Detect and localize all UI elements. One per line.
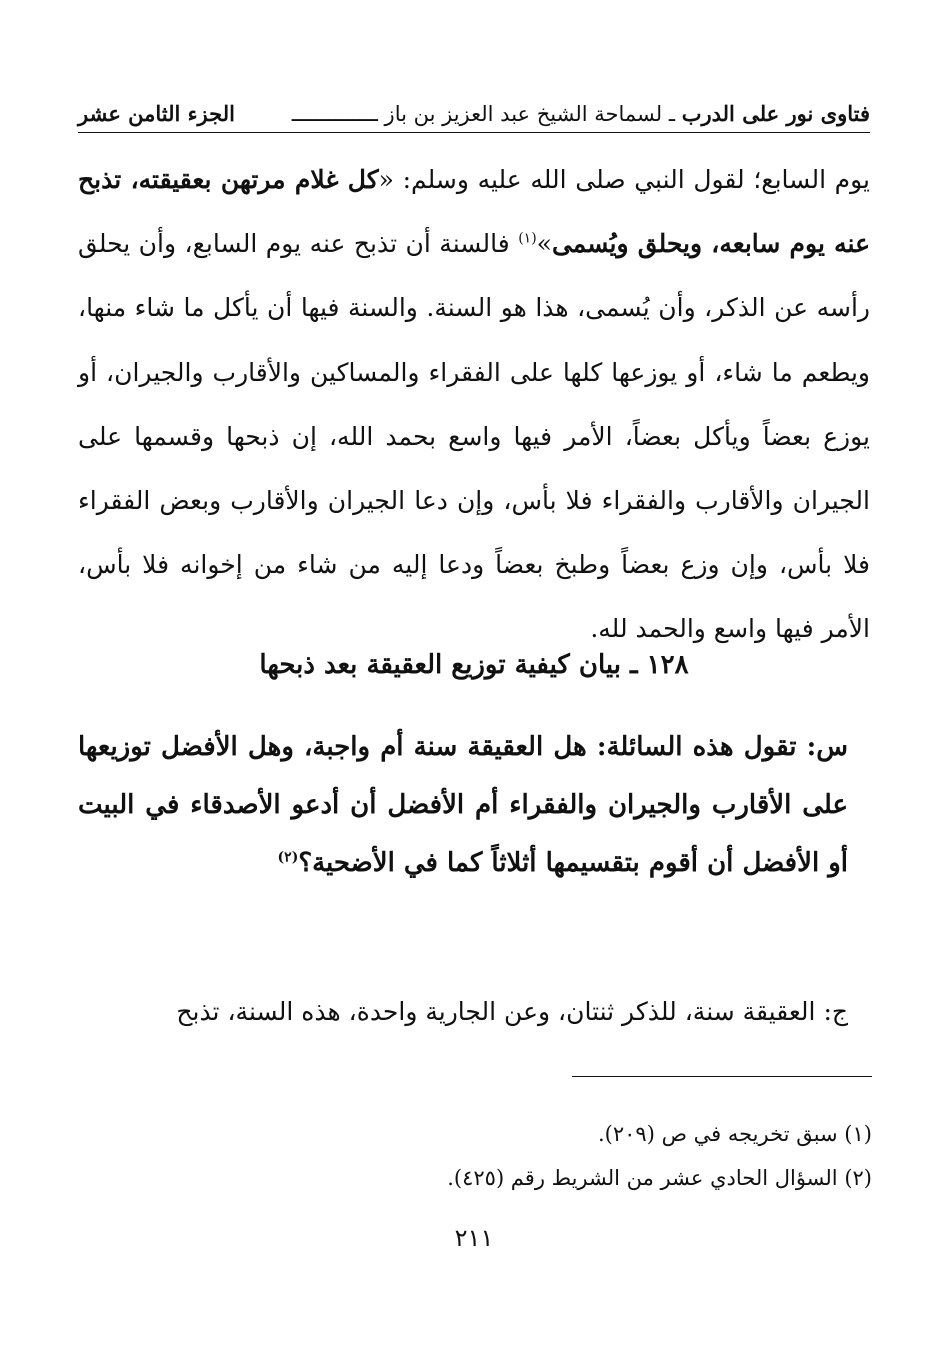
body-text-rest: فالسنة أن تذبح عنه يوم السابع، وأن يحلق رأسه عن الذكر، وأن يُسمى، هذا هو السنة. والسنة فيها أن يأكل ما شاء منها، ويطعم ما شاء، أو يوزعها كلها على الفقراء والمساكين والأقارب والجيران، أو يوزع بعضاً ويأكل بعضاً، الأمر فيها واسع بحمد الله، إن ذبحها وقسمها على الجيران والأقارب والفقراء فلا بأس، وإن دعا الجيران والأقارب وبعض الفقراء فلا بأس، وإن وزع بعضاً وطبخ بعضاً ودعا إليه من شاء من إخوانه فلا بأس، الأمر فيها واسع والحمد لله.: [78, 229, 870, 644]
footnote-2: (٢) السؤال الحادي عشر من الشريط رقم (٤٢٥).: [447, 1166, 872, 1190]
running-header: [78, 96, 870, 133]
author-line: ـ لسماحة الشيخ عبد العزيز بن باز ــــــــــــــ: [291, 102, 676, 126]
body-text-intro: يوم السابع؛ لقول النبي صلى الله عليه وسلم: «: [378, 165, 870, 194]
body-paragraph: [78, 148, 870, 662]
quote-close: »: [536, 229, 552, 259]
footnote-divider: [572, 1076, 872, 1077]
answer-block: ج: العقيقة سنة، للذكر ثنتان، وعن الجارية واحدة، هذه السنة، تذبح: [176, 997, 848, 1026]
page-number: ٢١١: [454, 1224, 494, 1252]
volume-label: الجزء الثامن عشر: [78, 101, 235, 126]
book-title: فتاوى نور على الدرب: [681, 101, 870, 126]
footnotes: [80, 1112, 872, 1200]
footnote-1: (١) سبق تخريجه في ص (٢٠٩).: [598, 1122, 872, 1146]
section-heading: ١٢٨ ـ بيان كيفية توزيع العقيقة بعد ذبحها: [259, 650, 689, 680]
footnote-ref-2: (٢): [277, 849, 299, 866]
question-prefix: س:: [796, 732, 848, 762]
question-text: تقول هذه السائلة: هل العقيقة سنة أم واجبة، وهل الأفضل توزيعها على الأقارب والجيران والفقراء أم الأفضل أن أدعو الأصدقاء في البيت أو الأفضل أن أقوم بتقسيمها أثلاثاً كما في الأضحية؟: [78, 732, 848, 878]
question-block: [78, 718, 848, 892]
footnote-ref-1: (١): [518, 230, 537, 247]
hadith-quote: كل غلام مرتهن بعقيقته، تذبح عنه يوم سابعه، ويحلق ويُسمى: [78, 165, 870, 259]
